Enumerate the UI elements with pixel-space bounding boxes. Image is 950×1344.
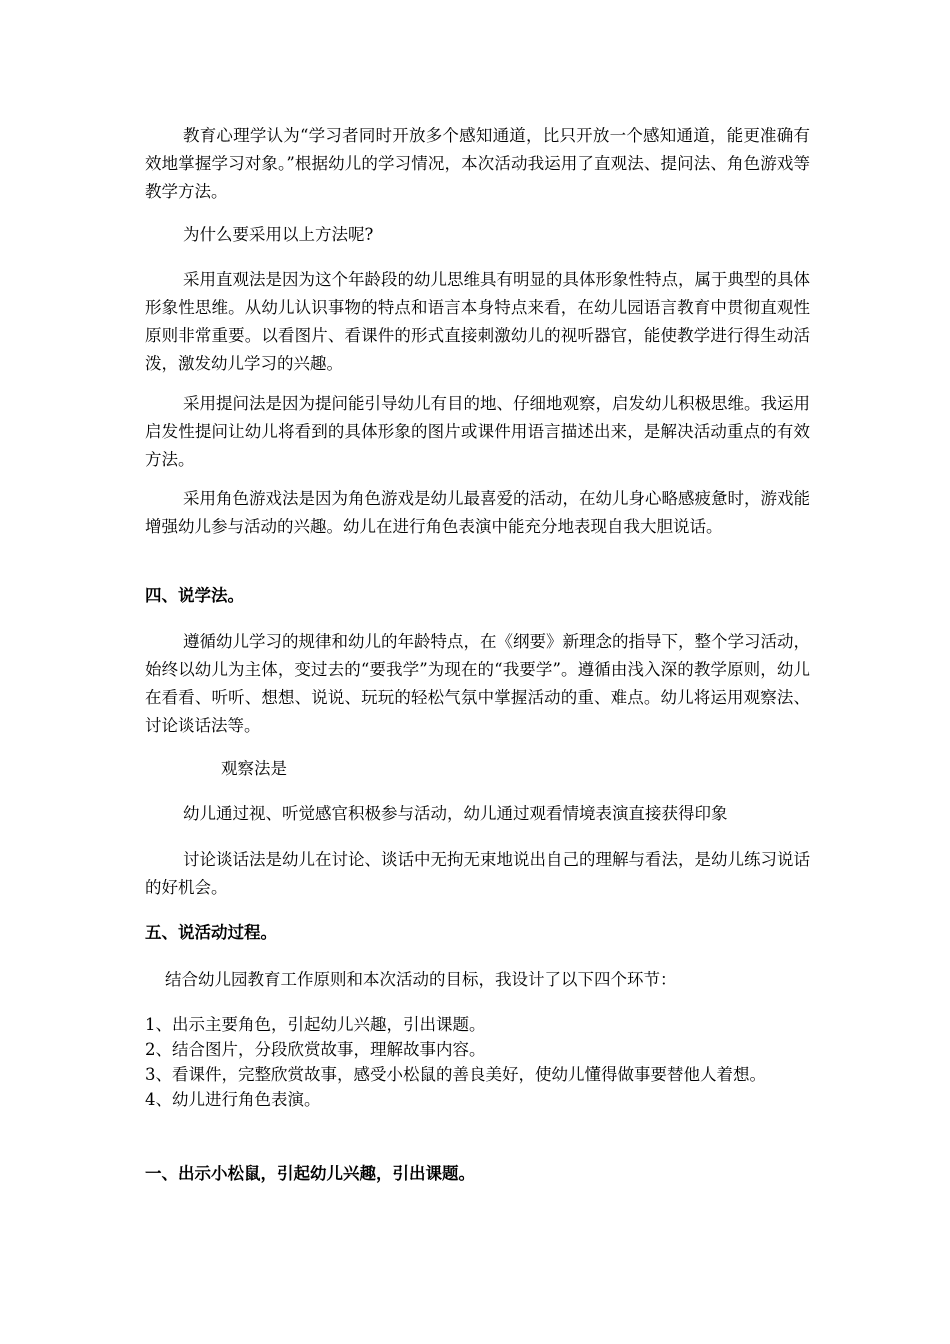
paragraph-role-play-method: 采用角色游戏法是因为角色游戏是幼儿最喜爱的活动，在幼儿身心略感疲惫时，游戏能增强幼儿参与活动的兴趣。幼儿在进行角色表演中能充分地表现自我大胆说话。 (145, 489, 810, 536)
heading-stage-one: 一、出示小松鼠，引起幼儿兴趣，引出课题。 (145, 1164, 475, 1183)
heading-learning-methods: 四、说学法。 (145, 586, 244, 605)
stage-list (145, 1012, 810, 1112)
paragraph-learning-rules: 遵循幼儿学习的规律和幼儿的年龄特点，在《纲要》新理念的指导下，整个学习活动，始终以幼儿为主体，变过去的“要我学”为现在的“我要学”。遵循由浅入深的教学原则，幼儿在看看、听听、想想、说说、玩玩的轻松气氛中掌握活动的重、难点。幼儿将运用观察法、讨论谈话法等。 (145, 632, 810, 735)
paragraph-observation-title: 观察法是 (221, 759, 287, 778)
paragraph-questioning-method: 采用提问法是因为提问能引导幼儿有目的地、仔细地观察，启发幼儿积极思维。我运用启发性提问让幼儿将看到的具体形象的图片或课件用语言描述出来，是解决活动重点的有效方法。 (145, 394, 810, 469)
heading-activity-process: 五、说活动过程。 (145, 923, 277, 942)
paragraph-psychology: 教育心理学认为“学习者同时开放多个感知通道，比只开放一个感知通道，能更准确有效地掌握学习对象。”根据幼儿的学习情况，本次活动我运用了直观法、提问法、角色游戏等教学方法。 (145, 126, 810, 201)
paragraph-observation-desc: 幼儿通过视、听觉感官积极参与活动，幼儿通过观看情境表演直接获得印象 (183, 804, 728, 823)
list-item: 2、结合图片，分段欣赏故事，理解故事内容。 (145, 1040, 486, 1059)
paragraph-discussion-method: 讨论谈话法是幼儿在讨论、谈话中无拘无束地说出自己的理解与看法，是幼儿练习说话的好机会。 (145, 850, 810, 897)
paragraph-intuitive-method: 采用直观法是因为这个年龄段的幼儿思维具有明显的具体形象性特点，属于典型的具体形象性思维。从幼儿认识事物的特点和语言本身特点来看，在幼儿园语言教育中贯彻直观性原则非常重要。以看图片、看课件的形式直接刺激幼儿的视听器官，能使教学进行得生动活泼，激发幼儿学习的兴趣。 (145, 270, 810, 373)
list-item: 3、看课件，完整欣赏故事，感受小松鼠的善良美好，使幼儿懂得做事要替他人着想。 (145, 1065, 766, 1084)
list-item: 4、幼儿进行角色表演。 (145, 1090, 321, 1109)
paragraph-why-methods: 为什么要采用以上方法呢? (183, 225, 374, 244)
paragraph-four-stages: 结合幼儿园教育工作原则和本次活动的目标，我设计了以下四个环节： (165, 970, 677, 989)
list-item: 1、出示主要角色，引起幼儿兴趣，引出课题。 (145, 1015, 486, 1034)
